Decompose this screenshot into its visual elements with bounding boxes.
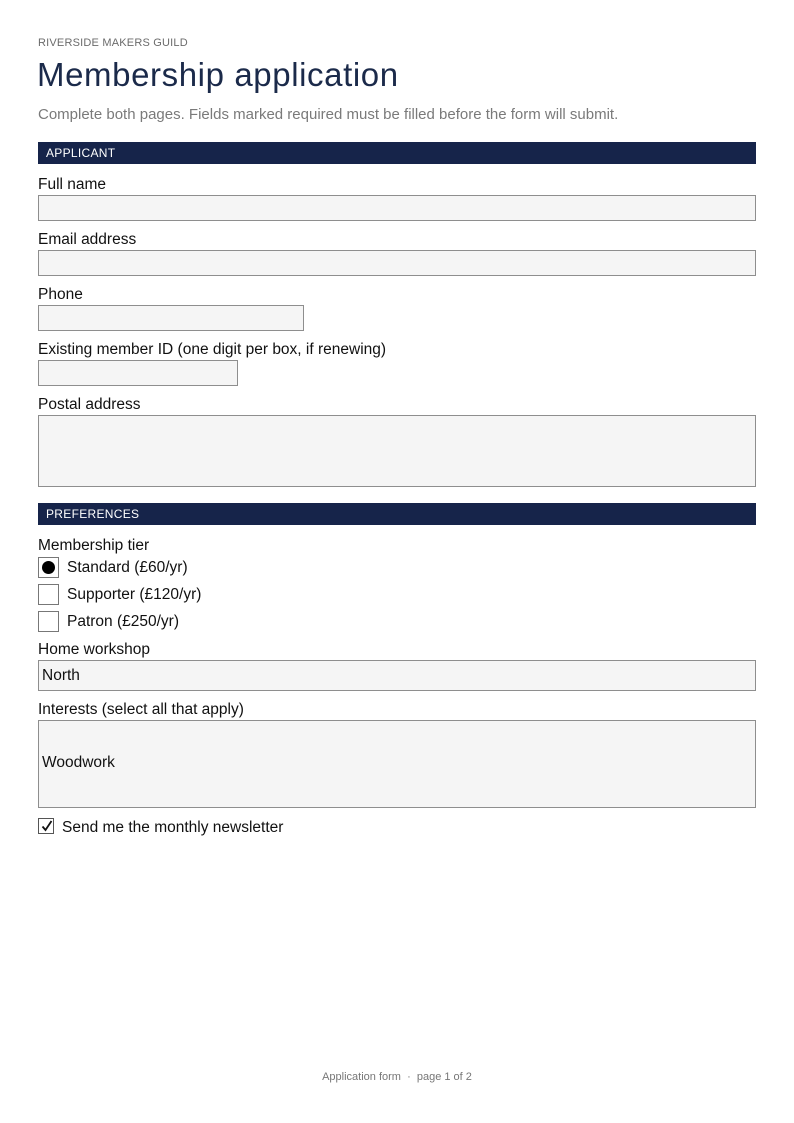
interests-selected-option[interactable]: Woodwork [42, 754, 115, 771]
phone-field[interactable] [38, 305, 304, 331]
newsletter-label: Send me the monthly newsletter [62, 819, 284, 836]
email-label: Email address [38, 231, 137, 248]
membership-tier-label: Membership tier [38, 537, 150, 554]
section-header-applicant: APPLICANT [38, 142, 756, 164]
newsletter-checkbox[interactable] [38, 818, 54, 834]
tier-radio-patron[interactable] [38, 611, 59, 632]
home-workshop-value: North [42, 667, 80, 684]
home-workshop-select[interactable] [38, 660, 756, 691]
tier-option-label: Supporter (£120/yr) [67, 586, 202, 603]
interests-listbox[interactable] [38, 720, 756, 808]
postal-address-label: Postal address [38, 396, 141, 413]
tier-radio-standard[interactable] [38, 557, 59, 578]
home-workshop-label: Home workshop [38, 641, 150, 658]
interests-label: Interests (select all that apply) [38, 701, 244, 718]
org-name: RIVERSIDE MAKERS GUILD [38, 37, 188, 49]
member-id-field[interactable] [38, 360, 238, 386]
tier-option-label: Standard (£60/yr) [67, 559, 188, 576]
email-field[interactable] [38, 250, 756, 276]
tier-radio-supporter[interactable] [38, 584, 59, 605]
full-name-label: Full name [38, 176, 107, 193]
radio-selected-dot [42, 561, 55, 574]
member-id-label: Existing member ID (one digit per box, if renewing) [38, 341, 387, 358]
postal-address-field[interactable] [38, 415, 756, 487]
tier-option-label: Patron (£250/yr) [67, 613, 179, 630]
section-header-preferences: PREFERENCES [38, 503, 756, 525]
page-title: Membership application [37, 56, 399, 93]
intro-text: Complete both pages. Fields marked required must be filled before the form will submit. [38, 106, 619, 123]
full-name-field[interactable] [38, 195, 756, 221]
page-footer: Application form · page 1 of 2 [322, 1071, 472, 1083]
phone-label: Phone [38, 286, 83, 303]
checkmark-icon [40, 819, 54, 833]
